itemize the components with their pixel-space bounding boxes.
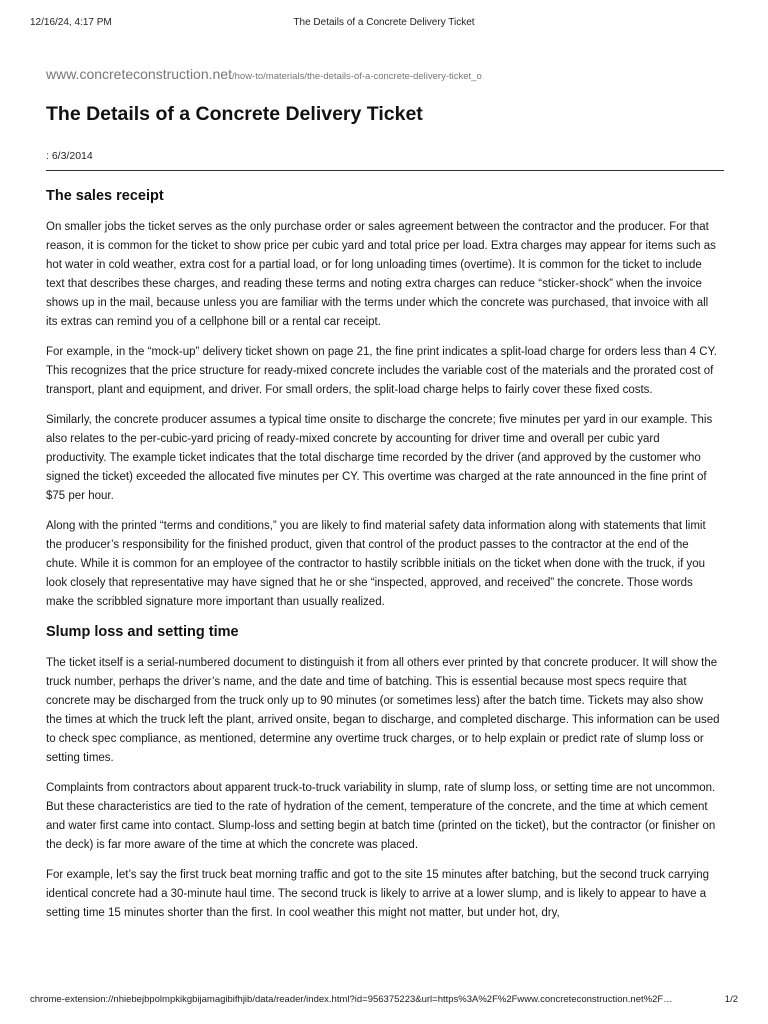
paragraph: The ticket itself is a serial-numbered document to distinguish it from all others ever printed by that concrete producer. It will show the truck number, perhaps the driver’s name, and the date and time of batching. This is essential because most specs require that concrete may be discharged from the truck only up to 90 minutes (or sometimes less) after the batch time. Tickets may also show the times at which the truck left the plant, arrived onsite, began to discharge, and completed discharge. This information can be used to check spec compliance, as mentioned, determine any overtime truck charges, or to help explain or predict rate of slump loss or setting times.: [46, 657, 720, 764]
paragraph: Complaints from contractors about apparent truck-to-truck variability in slump, rate of slump loss, or setting time are not uncommon. But these characteristics are tied to the rate of hydration of the cement, temperature of the concrete, and the time at which cement and water first came into contact. Slump-loss and setting begin at batch time (printed on the ticket), but the contractor (or finisher on the deck) is far more aware of the time at which the concrete was placed.: [46, 782, 716, 851]
source-path[interactable]: /how-to/materials/the-details-of-a-concrete-delivery-ticket_o: [231, 71, 482, 82]
article-title: The Details of a Concrete Delivery Ticket: [46, 103, 423, 125]
page-number: 1/2: [724, 994, 738, 1005]
print-footer-url: chrome-extension://nhiebejbpolmpkikgbijamagibifhjib/data/reader/index.html?id=956375223&url=https%3A%2F%2Fwww.concreteconstruction.net%2F…: [30, 994, 673, 1005]
paragraph: For example, let’s say the first truck beat morning traffic and got to the site 15 minutes after batching, but the second truck carrying identical concrete had a 30-minute haul time. The second truck is likely to arrive at a lower slump, and is likely to appear to have a setting time 15 minutes shorter than the first. In cool weather this might not matter, but under hot, dry,: [46, 869, 710, 919]
article-date: : 6/3/2014: [46, 150, 93, 162]
section-heading-slump-loss: Slump loss and setting time: [46, 624, 239, 640]
print-page-title: The Details of a Concrete Delivery Ticket: [293, 17, 475, 28]
paragraph: For example, in the “mock-up” delivery ticket shown on page 21, the fine print indicates a split-load charge for orders less than 4 CY. This recognizes that the price structure for ready-mixed concrete includes the variable cost of the materials and the prorated cost of transport, plant and equipment, and driver. For small orders, the split-load charge helps to fairly cover these fixed costs.: [46, 346, 717, 396]
paragraph: Similarly, the concrete producer assumes a typical time onsite to discharge the concrete; five minutes per yard in our example. This also relates to the per-cubic-yard pricing of ready-mixed concrete by accounting for driver time and overall per cubic yard productivity. The example ticket indicates that the total discharge time recorded by the driver (and approved by the customer who signed the ticket) exceeded the allocated five minutes per CY. This overtime was charged at the rate announced in the fine print of $75 per hour.: [46, 414, 713, 502]
source-domain[interactable]: www.concreteconstruction.net: [46, 66, 232, 82]
article-body: [46, 187, 722, 934]
print-date-time: 12/16/24, 4:17 PM: [30, 17, 112, 28]
section-heading-sales-receipt: The sales receipt: [46, 188, 164, 204]
header-divider: [46, 170, 724, 171]
print-footer: [30, 994, 738, 1008]
print-header: [30, 17, 738, 31]
source-url[interactable]: [46, 66, 722, 84]
paragraph: Along with the printed “terms and conditions,” you are likely to find material safety data information along with statements that limit the producer’s responsibility for the finished product, given that control of the product passes to the contractor at the end of the chute. While it is common for an employee of the contractor to hastily scribble initials on the ticket when done with the truck, if you look closely that representative may have signed that he or she “inspected, approved, and received” the concrete. Those words make the scribbled signature more important than usually realized.: [46, 520, 706, 608]
paragraph: On smaller jobs the ticket serves as the only purchase order or sales agreement between the contractor and the producer. For that reason, it is common for the ticket to show price per cubic yard and total price per load. Extra charges may appear for items such as hot water in cold weather, extra cost for a partial load, or for long unloading times (overtime). It is common for the ticket to include text that describes these charges, and reading these terms and noting extra charges can reduce “sticker-shock” when the invoice shows up in the mail, because unless you are familiar with the terms under which the concrete was purchased, that invoice with all its extras can remind you of a cellphone bill or a rental car receipt.: [46, 221, 716, 328]
